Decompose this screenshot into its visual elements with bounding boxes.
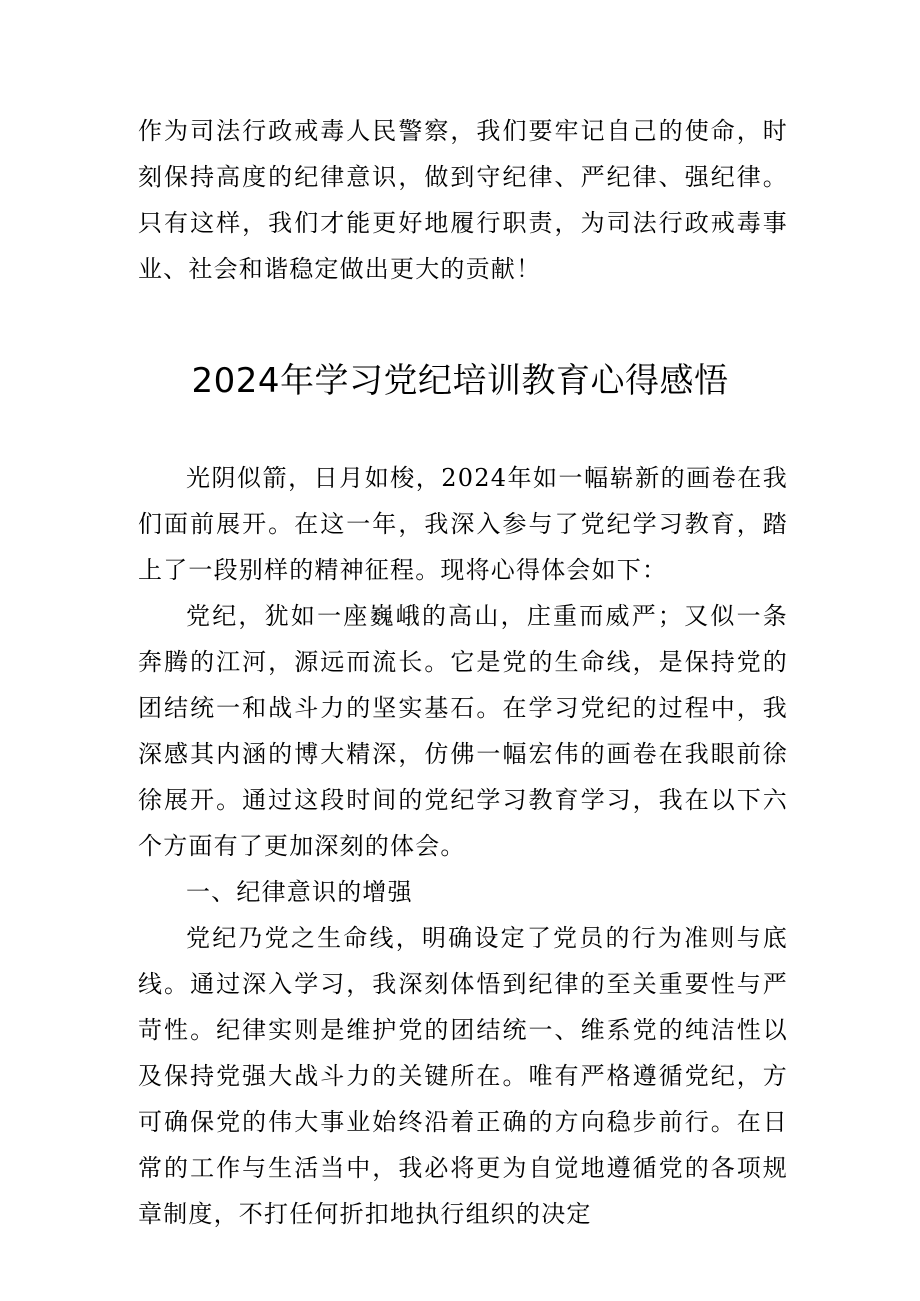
- document-title: 2024年学习党纪培训教育心得感悟: [191, 361, 729, 401]
- continuation-paragraph: 作为司法行政戒毒人民警察，我们要牢记自己的使命，时刻保持高度的纪律意识，做到守纪律、严纪律、强纪律。只有这样，我们才能更好地履行职责，为司法行政戒毒事业、社会和谐稳定做出更大的贡献！: [138, 117, 788, 283]
- intro-paragraph: 光阴似箭，日月如梭，2024年如一幅崭新的画卷在我们面前展开。在这一年，我深入参与了党纪学习教育，踏上了一段别样的精神征程。现将心得体会如下：: [138, 464, 788, 584]
- body-paragraph: 党纪乃党之生命线，明确设定了党员的行为准则与底线。通过深入学习，我深刻体悟到纪律的至关重要性与严苛性。纪律实则是维护党的团结统一、维系党的纯洁性以及保持党强大战斗力的关键所在。唯有严格遵循党纪，方可确保党的伟大事业始终沿着正确的方向稳步前行。在日常的工作与生活当中，我必将更为自觉地遵循党的各项规章制度，不打任何折扣地执行组织的决定: [138, 924, 788, 1228]
- body-paragraph: 党纪，犹如一座巍峨的高山，庄重而威严；又似一条奔腾的江河，源远而流长。它是党的生命线，是保持党的团结统一和战斗力的坚实基石。在学习党纪的过程中，我深感其内涵的博大精深，仿佛一幅宏伟的画卷在我眼前徐徐展开。通过这段时间的党纪学习教育学习，我在以下六个方面有了更加深刻的体会。: [138, 602, 788, 860]
- document-body: [138, 455, 788, 1237]
- section-heading: 一、纪律意识的增强: [186, 878, 413, 906]
